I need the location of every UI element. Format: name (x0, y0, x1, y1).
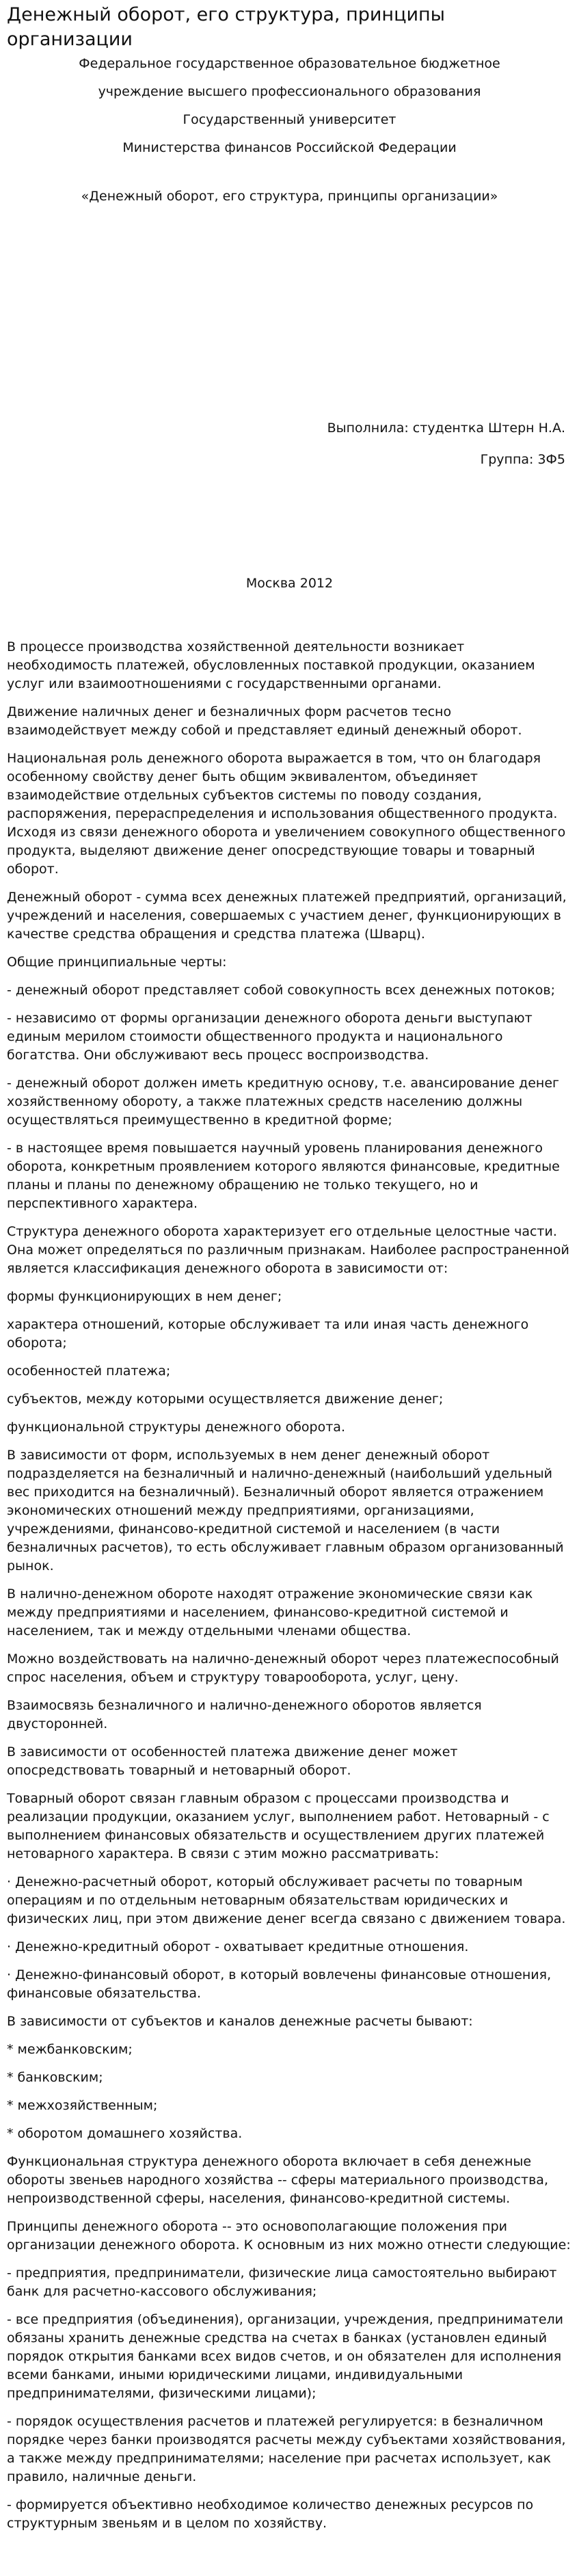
author-line: Выполнила: студентка Штерн Н.А. (327, 421, 565, 436)
body-paragraph: * оборотом домашнего хозяйства. (7, 2126, 243, 2141)
body-paragraph: - денежный оборот должен иметь кредитную основу, т.е. авансирование денег хозяйственному обороту, а также платежных средств населению должны осуществляться преимущественно в кредитной форме; (7, 1076, 560, 1128)
body-paragraph: В зависимости от форм, используемых в нем денег денежный оборот подразделяется на безналичный и налично-денежный (наибольший удельный вес приходится на безналичный). Безналичный оборот является отражением экономических отношений между предприятиями, организациями, учреждениями, финансово-кредитной системой и населением (в части безналичных расчетов), то есть обслуживает главным образом организованный рынок. (7, 1448, 564, 1574)
document-page (0, 3, 579, 2556)
body-paragraph: В налично-денежном обороте находят отражение экономические связи как между предприятиями и населением, финансово-кредитной системой и населением, так и между отдельными членами общества. (7, 1586, 533, 1638)
body-paragraph: - в настоящее время повышается научный уровень планирования денежного оборота, конкретным проявлением которого являются финансовые, кредитные планы и планы по денежному обращению не только текущего, но и перспективного характера. (7, 1141, 560, 1211)
body-paragraph: Общие принципиальные черты: (7, 955, 227, 970)
body-paragraph: Структура денежного оборота характеризует его отдельные целостные части. Она может определяться по различным признакам. Наиболее распространенной является классификация денежного оборота в зависимости от: (7, 1224, 569, 1276)
body-paragraph: · Денежно-кредитный оборот - охватывает кредитные отношения. (7, 1939, 469, 1954)
body-paragraph: Можно воздействовать на налично-денежный оборот через платежеспособный спрос населения, объем и структуру товарооборота, услуг, цену. (7, 1651, 559, 1685)
work-title: «Денежный оборот, его структура, принципы организации» (81, 189, 498, 204)
body-paragraph: субъектов, между которыми осуществляется движение денег; (7, 1392, 444, 1407)
body-paragraph: В зависимости от особенностей платежа движение денег может опосредствовать товарный и нетоварный оборот. (7, 1744, 458, 1778)
body-paragraph: Национальная роль денежного оборота выражается в том, что он благодаря особенному свойству денег быть общим эквивалентом, объединяет взаимодействие отдельных субъектов системы по поводу создания, распоряжения, перераспределения и использования общественного продукта. Исходя из связи денежного оборота и увеличением совокупного общественного продукта, выделяют движение денег опосредствующие товары и товарный оборот. (7, 751, 566, 877)
body-paragraph: - формируется объективно необходимое количество денежных ресурсов по структурным звеньям и в целом по хозяйству. (7, 2497, 534, 2531)
body-paragraph: - независимо от формы организации денежного оборота деньги выступают единым мерилом стоимости общественного продукта и национального богатства. Они обслуживают весь процесс воспроизводства. (7, 1011, 533, 1063)
body-paragraph: * межбанковским; (7, 2042, 133, 2057)
group-line: Группа: 3Ф5 (480, 452, 565, 467)
institution-header (7, 55, 572, 157)
body-paragraph: - денежный оборот представляет собой совокупность всех денежных потоков; (7, 983, 556, 998)
body-paragraph: Денежный оборот - сумма всех денежных платежей предприятий, организаций, учреждений и населения, совершаемых с участием денег, функционирующих в качестве средства обращения и средства платежа (Шварц). (7, 890, 567, 942)
body-paragraph: * банковским; (7, 2070, 103, 2085)
header-line: Государственный университет (183, 112, 396, 127)
document-body (7, 638, 572, 2533)
header-line: учреждение высшего профессионального образования (98, 84, 481, 99)
body-paragraph: функциональной структуры денежного оборота. (7, 1420, 345, 1435)
city-year: Москва 2012 (245, 576, 334, 591)
body-paragraph: - порядок осуществления расчетов и платежей регулируется: в безналичном порядке через банки производятся расчеты между субъектами хозяйствования, а также между предпринимателями; население при расчетах использует, как правило, наличные деньги. (7, 2414, 566, 2484)
body-paragraph: особенностей платежа; (7, 1364, 171, 1379)
header-line: Министерства финансов Российской Федерации (122, 140, 457, 155)
body-paragraph: * межхозяйственным; (7, 2098, 158, 2113)
body-paragraph: Товарный оборот связан главным образом с процессами производства и реализации продукции, оказанием услуг, выполнением работ. Нетоварный - с выполнением финансовых обязательств и осуществлением других платежей нетоварного характера. В связи с этим можно рассматривать: (7, 1791, 550, 1861)
body-paragraph: - все предприятия (объединения), организации, учреждения, предприниматели обязаны хранить денежные средства на счетах в банках (установлен единый порядок открытия банками всех видов счетов, и он обязателен для исполнения всеми банками, иными юридическими лицами, индивидуальными предпринимателями, физическими лицами); (7, 2312, 563, 2401)
body-paragraph: характера отношений, которые обслуживает та или иная часть денежного оборота; (7, 1317, 529, 1351)
body-paragraph: формы функционирующих в нем денег; (7, 1289, 282, 1304)
body-paragraph: Взаимосвязь безналичного и налично-денежного оборотов является двусторонней. (7, 1698, 482, 1731)
body-paragraph: В зависимости от субъектов и каналов денежные расчеты бывают: (7, 2014, 473, 2029)
body-paragraph: - предприятия, предприниматели, физические лица самостоятельно выбирают банк для расчетно-кассового обслуживания; (7, 2266, 557, 2299)
body-paragraph: Принципы денежного оборота -- это основополагающие положения при организации денежного оборота. К основным из них можно отнести следующие: (7, 2219, 571, 2253)
header-line: Федеральное государственное образовательное бюджетное (79, 56, 500, 71)
body-paragraph: · Денежно-расчетный оборот, который обслуживает расчеты по товарным операциям и по отдельным нетоварным обязательствам юридических и физических лиц, при этом движение денег всегда связано с движением товара. (7, 1874, 566, 1926)
body-paragraph: В процессе производства хозяйственной деятельности возникает необходимость платежей, обусловленных поставкой продукции, оказанием услуг или взаимоотношениями с государственными органами. (7, 639, 535, 691)
body-paragraph: Функциональная структура денежного оборота включает в себя денежные обороты звеньев народного хозяйства -- сферы материального производства, непроизводственной сферы, населения, финансово-кредитной системы. (7, 2154, 548, 2206)
body-paragraph: Движение наличных денег и безналичных форм расчетов тесно взаимодействует между собой и представляет единый денежный оборот. (7, 704, 522, 738)
document-title: Денежный оборот, его структура, принципы организации (7, 4, 445, 50)
body-paragraph: · Денежно-финансовый оборот, в который вовлечены финансовые отношения, финансовые обязательства. (7, 1967, 552, 2001)
